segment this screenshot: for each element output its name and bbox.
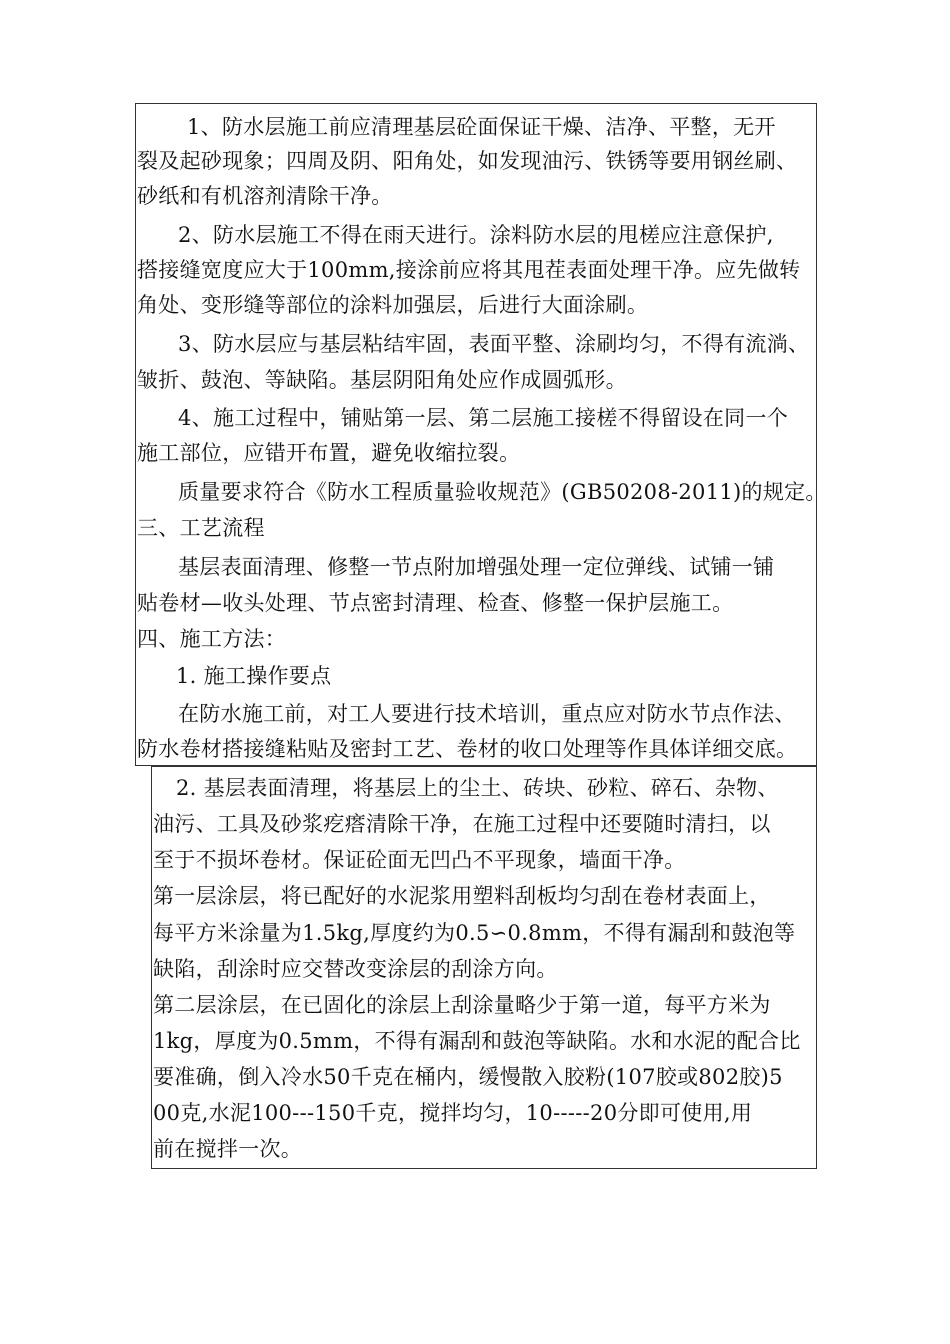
text-line: 3、防水层应与基层粘结牢固，表面平整、涂刷均匀，不得有流淌、 — [178, 332, 810, 356]
text-line: 00克,水泥100---150千克，搅拌均匀，10-----20分即可使用,用 — [153, 1101, 753, 1125]
text-line: 角处、变形缝等部位的涂料加强层，后进行大面涂刷。 — [137, 293, 649, 317]
text-line: 至于不损坏卷材。保证砼面无凹凸不平现象，墙面干净。 — [153, 848, 686, 872]
section-heading: 四、施工方法： — [137, 627, 287, 651]
text-line: 1kg，厚度为0.5mm，不得有漏刮和鼓泡等缺陷。水和水泥的配合比 — [153, 1029, 801, 1053]
text-line: 砂纸和有机溶剂清除干净。 — [137, 184, 393, 208]
text-line: 施工部位，应错开布置，避免收缩拉裂。 — [137, 441, 521, 465]
text-line: 第二层涂层，在已固化的涂层上刮涂量略少于第一道，每平方米为 — [153, 993, 771, 1017]
section-heading: 三、工艺流程 — [137, 516, 265, 540]
text-line: 贴卷材—收头处理、节点密封清理、检查、修整一保护层施工。 — [137, 591, 734, 615]
subsection-heading: 1. 施工操作要点 — [176, 664, 332, 688]
text-line: 在防水施工前，对工人要进行技术培训，重点应对防水节点作法、 — [178, 702, 796, 726]
text-line: 1、防水层施工前应清理基层砼面保证干燥、洁净、平整，无开 — [187, 115, 776, 139]
text-line: 皱折、鼓泡、等缺陷。基层阴阳角处应作成圆弧形。 — [137, 368, 627, 392]
text-line: 缺陷，刮涂时应交替改变涂层的刮涂方向。 — [153, 957, 558, 981]
text-line: 质量要求符合《防水工程质量验收规范》(GB50208-2011)的规定。 — [178, 480, 827, 504]
text-line: 每平方米涂量为1.5kg,厚度约为0.5∽0.8mm，不得有漏刮和鼓泡等 — [153, 921, 796, 945]
text-line: 2. 基层表面清理，将基层上的尘土、砖块、砂粒、碎石、杂物、 — [176, 776, 779, 800]
text-line: 基层表面清理、修整一节点附加增强处理一定位弹线、试铺一铺 — [178, 555, 775, 579]
text-line: 2、防水层施工不得在雨天进行。涂料防水层的甩槎应注意保护, — [178, 223, 774, 247]
text-line: 前在搅拌一次。 — [153, 1137, 303, 1161]
text-line: 第一层涂层，将已配好的水泥浆用塑料刮板均匀刮在卷材表面上， — [153, 884, 771, 908]
text-line: 4、施工过程中，铺贴第一层、第二层施工接槎不得留设在同一个 — [178, 406, 789, 430]
text-line: 要准确，倒入冷水50千克在桶内，缓慢散入胶粉(107胶或802胶)5 — [153, 1065, 783, 1089]
text-line: 防水卷材搭接缝粘贴及密封工艺、卷材的收口处理等作具体详细交底。 — [137, 737, 798, 761]
text-line: 油污、工具及砂浆疙瘩清除干净，在施工过程中还要随时清扫，以 — [153, 812, 771, 836]
text-line: 搭接缝宽度应大于100mm,接涂前应将其甩茬表面处理干净。应先做转 — [137, 258, 801, 282]
text-line: 裂及起砂现象；四周及阴、阳角处，如发现油污、铁锈等要用钢丝刷、 — [137, 149, 798, 173]
